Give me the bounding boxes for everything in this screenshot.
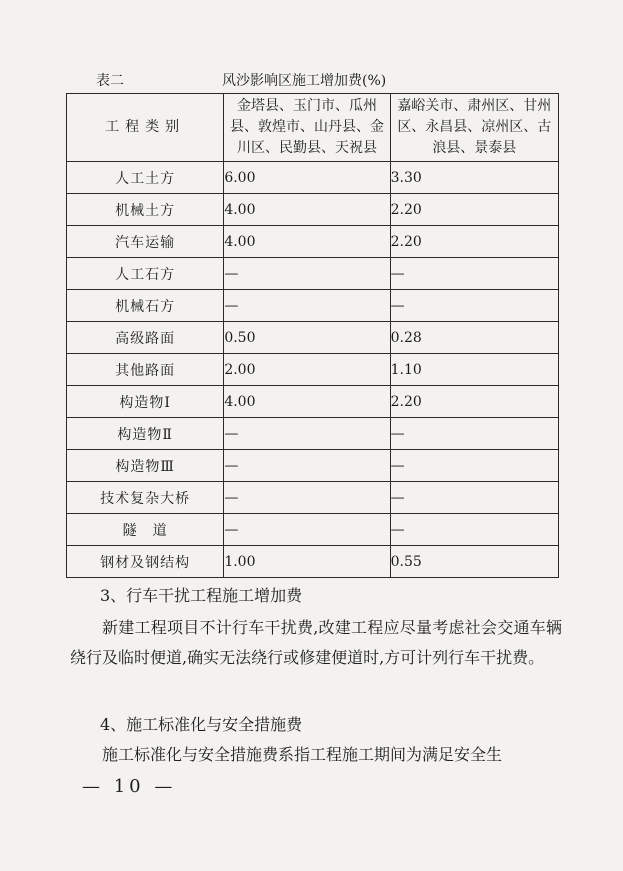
cell-region-a-value: — xyxy=(224,514,390,546)
table-caption xyxy=(70,70,560,90)
table-row xyxy=(67,482,559,514)
cell-region-a-value: 6.00 xyxy=(224,162,390,194)
cell-region-a-value: 4.00 xyxy=(224,386,390,418)
page-number: — 10 — xyxy=(82,776,177,797)
table-row xyxy=(67,290,559,322)
cell-category: 人工石方 xyxy=(67,258,224,290)
table-row xyxy=(67,546,559,578)
cell-region-a-value: — xyxy=(224,418,390,450)
cell-category: 高级路面 xyxy=(67,322,224,354)
cell-region-a-value: — xyxy=(224,482,390,514)
cell-category: 机械土方 xyxy=(67,194,224,226)
fee-table xyxy=(66,93,559,578)
cell-region-b-value: — xyxy=(390,290,558,322)
table-row xyxy=(67,258,559,290)
cell-region-a-value: 0.50 xyxy=(224,322,390,354)
table-row xyxy=(67,226,559,258)
table-row xyxy=(67,194,559,226)
cell-region-b-value: — xyxy=(390,482,558,514)
cell-region-a-value: — xyxy=(224,290,390,322)
cell-region-a-value: 2.00 xyxy=(224,354,390,386)
cell-region-b-value: 0.28 xyxy=(390,322,558,354)
table-row xyxy=(67,354,559,386)
table-row xyxy=(67,450,559,482)
cell-region-b-value: — xyxy=(390,514,558,546)
cell-region-b-value: — xyxy=(390,418,558,450)
cell-region-b-value: — xyxy=(390,258,558,290)
cell-region-b-value: 2.20 xyxy=(390,386,558,418)
cell-region-b-value: 2.20 xyxy=(390,194,558,226)
cell-category: 汽车运输 xyxy=(67,226,224,258)
table-caption-title: 风沙影响区施工增加费(%) xyxy=(222,73,387,89)
cell-region-a-value: 4.00 xyxy=(224,194,390,226)
table-row xyxy=(67,514,559,546)
table-header-row xyxy=(67,94,559,162)
table-row xyxy=(67,162,559,194)
cell-category: 机械石方 xyxy=(67,290,224,322)
section3-heading: 3、行车干扰工程施工增加费 xyxy=(100,586,303,605)
cell-category: 钢材及钢结构 xyxy=(67,546,224,578)
cell-region-b-value: 0.55 xyxy=(390,546,558,578)
header-region-a: 金塔县、玉门市、瓜州县、敦煌市、山丹县、金川区、民勤县、天祝县 xyxy=(224,94,390,162)
table-row xyxy=(67,386,559,418)
header-region-b: 嘉峪关市、肃州区、甘州区、永昌县、凉州区、古浪县、景泰县 xyxy=(390,94,558,162)
table-row xyxy=(67,418,559,450)
cell-region-b-value: — xyxy=(390,450,558,482)
section3-paragraph: 新建工程项目不计行车干扰费,改建工程应尽量考虑社会交通车辆绕行及临时便道,确实无法绕行或修建便道时,方可计列行车干扰费。 xyxy=(70,618,562,667)
cell-region-a-value: — xyxy=(224,258,390,290)
section4-paragraph: 施工标准化与安全措施费系指工程施工期间为满足安全生 xyxy=(102,745,503,764)
table-body xyxy=(67,162,559,578)
table-caption-label: 表二 xyxy=(96,73,124,89)
cell-region-a-value: — xyxy=(224,450,390,482)
cell-region-b-value: 2.20 xyxy=(390,226,558,258)
cell-region-b-value: 3.30 xyxy=(390,162,558,194)
cell-region-a-value: 4.00 xyxy=(224,226,390,258)
cell-category: 隧 道 xyxy=(67,514,224,546)
header-category: 工程类别 xyxy=(67,94,224,162)
cell-region-a-value: 1.00 xyxy=(224,546,390,578)
cell-category: 构造物Ⅱ xyxy=(67,418,224,450)
cell-category: 构造物Ⅲ xyxy=(67,450,224,482)
cell-category: 技术复杂大桥 xyxy=(67,482,224,514)
cell-region-b-value: 1.10 xyxy=(390,354,558,386)
cell-category: 人工土方 xyxy=(67,162,224,194)
section4-heading: 4、施工标准化与安全措施费 xyxy=(100,715,303,734)
cell-category: 其他路面 xyxy=(67,354,224,386)
cell-category: 构造物Ⅰ xyxy=(67,386,224,418)
table-row xyxy=(67,322,559,354)
